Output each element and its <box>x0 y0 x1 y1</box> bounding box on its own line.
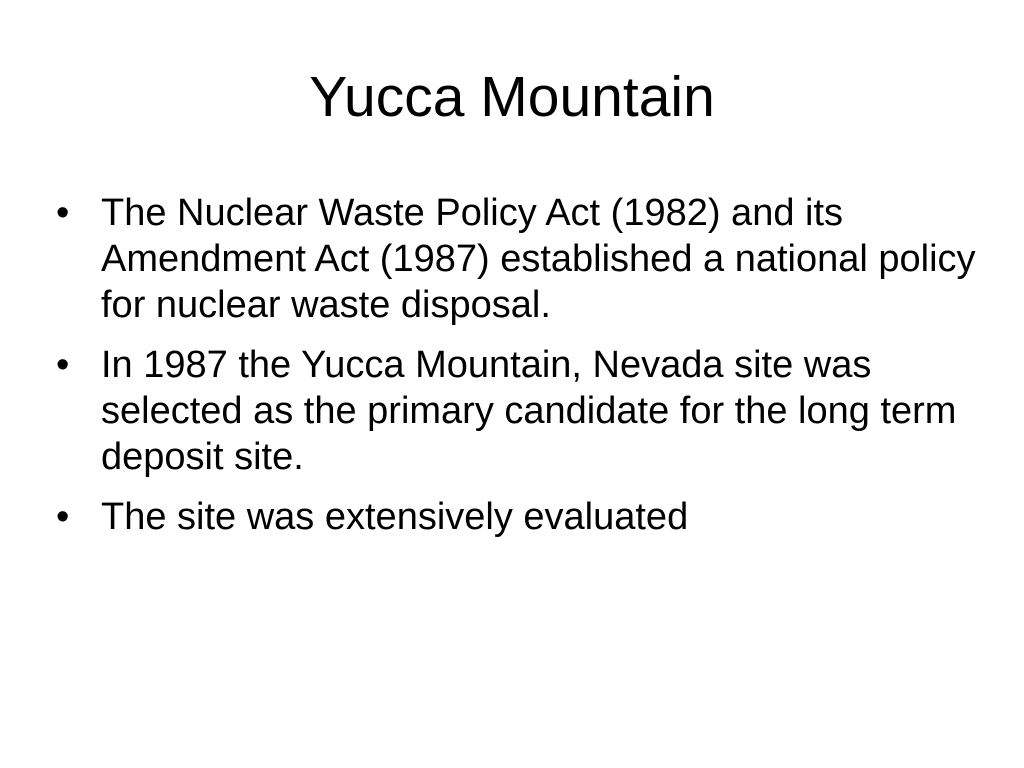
bullet-text: The Nuclear Waste Policy Act (1982) and its Amendment Act (1987) established a national policy for nuclear waste disposal. <box>101 192 976 326</box>
bullet-dot-icon: • <box>56 496 70 538</box>
bullet-dot-icon: • <box>56 344 70 386</box>
bullet-text: In 1987 the Yucca Mountain, Nevada site was selected as the primary candidate for the long term deposit site. <box>101 344 957 478</box>
bullet-dot-icon: • <box>56 192 70 234</box>
bullet-text: The site was extensively evaluated <box>101 496 689 538</box>
bullet-list <box>56 190 976 554</box>
bullet-item <box>56 190 976 328</box>
slide-title: Yucca Mountain <box>309 65 715 129</box>
bullet-item <box>56 342 976 480</box>
bullet-item <box>56 494 976 540</box>
